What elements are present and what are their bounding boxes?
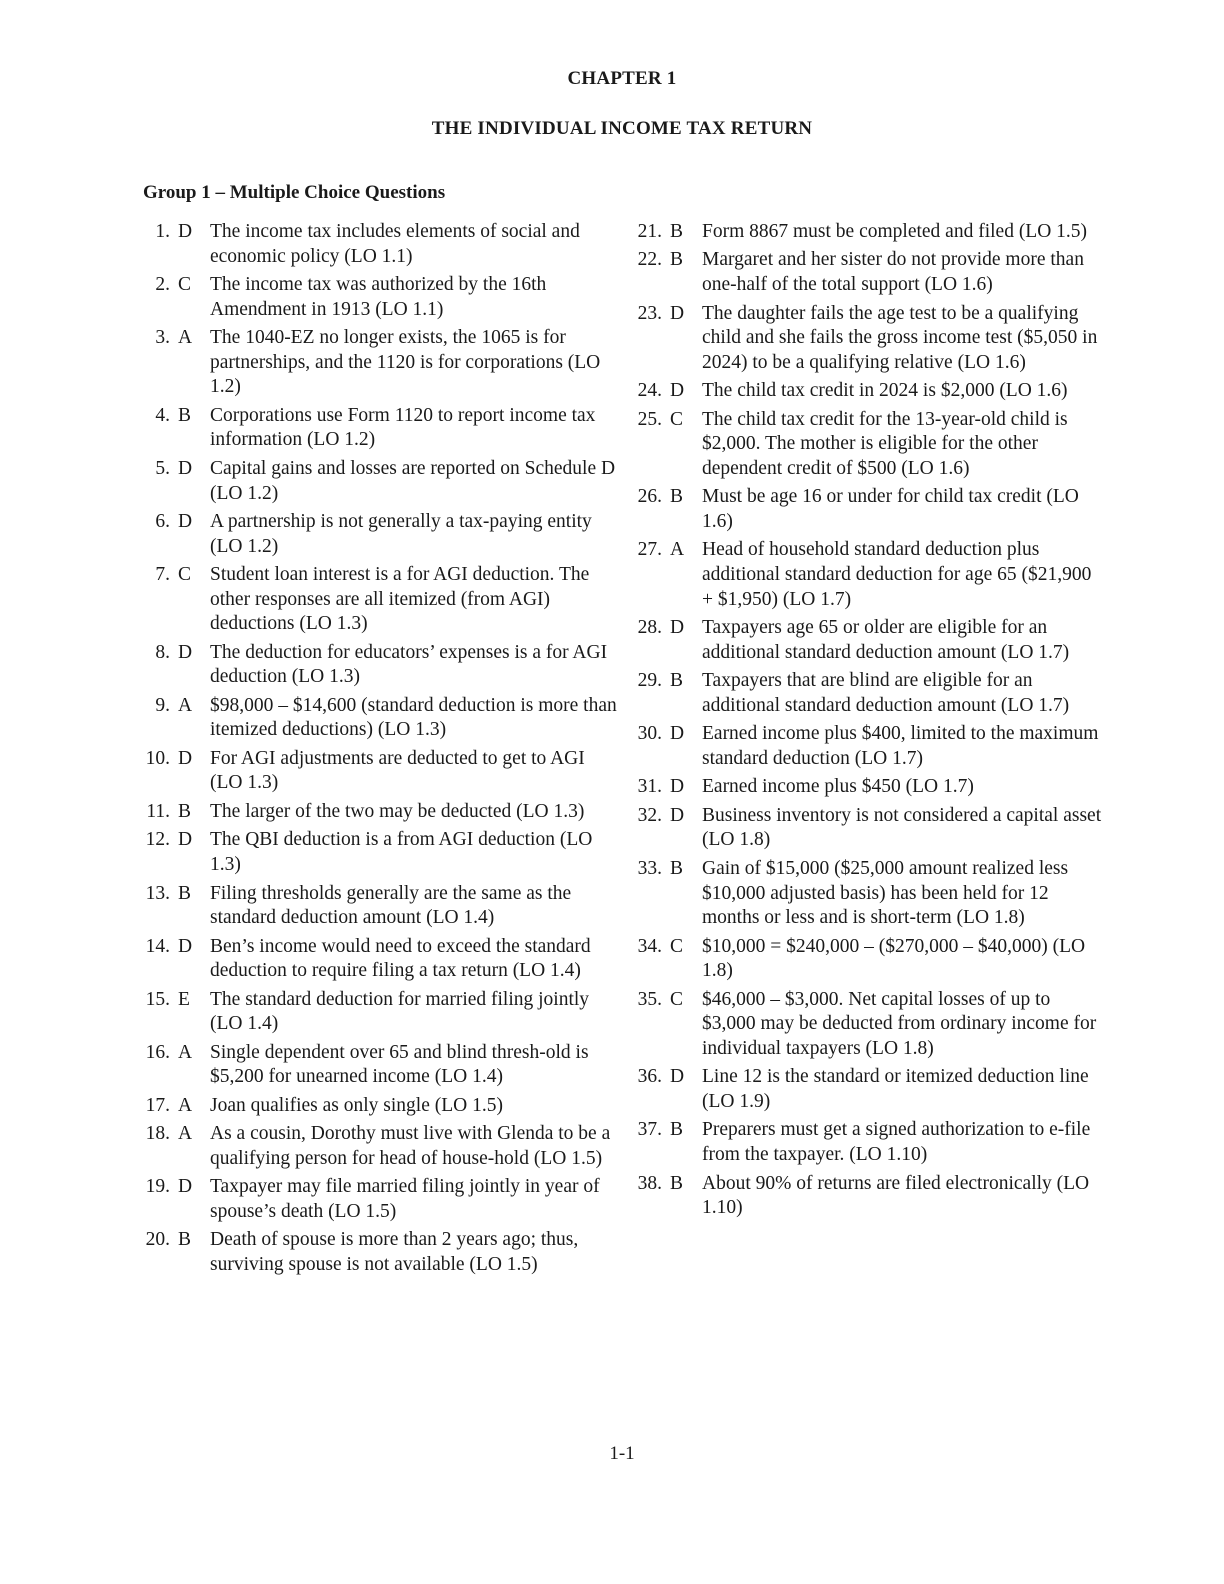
answer-explanation: The income tax was authorized by the 16th Amendment in 1913 (LO 1.1) [210,274,547,320]
section-heading: Group 1 – Multiple Choice Questions [143,182,446,203]
answer-letter: A [178,1123,193,1145]
question-number: 38. [637,1172,662,1194]
question-item [630,616,1105,665]
answer-letter: C [178,564,192,586]
questions-left-column [138,220,618,1282]
answer-explanation: For AGI adjustments are deducted to get to AGI (LO 1.3) [210,747,585,794]
question-number: 24. [637,380,662,402]
question-item [630,220,1105,245]
question-number: 18. [145,1123,170,1145]
question-item [138,220,618,269]
answer-explanation: The child tax credit in 2024 is $2,000 (LO 1.6) [702,380,1068,402]
question-number: 33. [637,857,662,879]
question-item [630,408,1105,482]
question-item [138,273,618,322]
question-number: 9. [155,694,170,716]
answer-explanation: Student loan interest is a for AGI deduction. The other responses are all itemized (from AGI) deductions (LO 1.3) [210,564,590,635]
question-item [630,722,1105,771]
answer-letter: D [670,776,685,798]
answer-explanation: Filing thresholds generally are the same as the standard deduction amount (LO 1.4) [210,882,572,929]
answer-letter: D [178,641,193,663]
answer-letter: D [670,380,685,402]
question-item [138,641,618,690]
answer-letter: D [670,723,685,745]
question-number: 3. [155,327,170,349]
answer-letter: A [178,1094,193,1116]
question-item [138,1041,618,1090]
answer-explanation: The standard deduction for married filing jointly (LO 1.4) [210,988,590,1035]
question-number: 12. [145,829,170,851]
question-item [630,1065,1105,1114]
answer-explanation: The 1040-EZ no longer exists, the 1065 is for partnerships, and the 1120 is for corporations (LO 1.2) [210,327,601,398]
answer-letter: A [178,1041,193,1063]
question-number: 31. [637,776,662,798]
question-item [138,1094,618,1119]
answer-letter: B [178,1229,192,1251]
question-number: 26. [637,486,662,508]
question-item [630,1172,1105,1221]
chapter-label: CHAPTER 1 [567,68,677,89]
question-item [138,510,618,559]
question-item [138,935,618,984]
question-item [138,988,618,1037]
answer-explanation: Taxpayers age 65 or older are eligible for an additional standard deduction amount (LO 1.7) [702,617,1070,663]
answer-letter: C [178,274,192,296]
question-item [630,302,1105,376]
question-number: 35. [637,988,662,1010]
answer-letter: A [670,539,685,561]
question-item [630,857,1105,931]
question-item [630,248,1105,297]
answer-letter: A [178,327,193,349]
question-number: 1. [155,221,170,242]
answer-letter: B [670,1119,684,1141]
answer-explanation: Form 8867 must be completed and filed (LO 1.5) [702,221,1088,242]
answer-explanation: The QBI deduction is a from AGI deduction (LO 1.3) [210,829,593,876]
question-number: 10. [145,747,170,769]
answer-letter: B [670,221,684,242]
question-number: 7. [155,564,170,586]
question-item [138,747,618,796]
answer-letter: D [178,1176,193,1198]
page-number: 1-1 [609,1443,635,1464]
question-item [138,563,618,637]
question-number: 6. [155,510,170,532]
question-number: 19. [145,1176,170,1198]
answer-letter: D [178,221,193,242]
answer-explanation: $98,000 – $14,600 (standard deduction is more than itemized deductions) (LO 1.3) [210,694,617,741]
question-item [630,538,1105,612]
answer-letter: B [178,882,192,904]
question-item [138,694,618,743]
question-number: 14. [145,935,170,957]
question-item [138,457,618,506]
answer-explanation: Earned income plus $450 (LO 1.7) [702,776,974,798]
question-number: 5. [155,457,170,479]
answer-letter: D [178,510,193,532]
answer-explanation: Single dependent over 65 and blind thresh-old is $5,200 for unearned income (LO 1.4) [210,1041,589,1088]
question-number: 37. [637,1119,662,1141]
question-item [138,1122,618,1171]
question-number: 8. [155,641,170,663]
answer-explanation: The daughter fails the age test to be a qualifying child and she fails the gross income test ($5,050 in 2024) to be a qualifying relative (LO 1.6) [702,302,1098,373]
question-number: 28. [637,617,662,639]
answer-letter: D [670,804,685,826]
question-item [138,404,618,453]
answer-letter: D [670,302,685,324]
answer-letter: D [178,935,193,957]
question-number: 27. [637,539,662,561]
answer-letter: E [178,988,190,1010]
answer-letter: B [670,857,684,879]
question-item [138,800,618,825]
question-number: 32. [637,804,662,826]
question-number: 25. [637,408,662,430]
question-item [630,485,1105,534]
answer-letter: A [178,694,193,716]
answer-explanation: Preparers must get a signed authorization to e-file from the taxpayer. (LO 1.10) [702,1119,1091,1166]
answer-letter: D [178,829,193,851]
answer-explanation: The income tax includes elements of social and economic policy (LO 1.1) [210,221,580,267]
question-item [630,935,1105,984]
answer-letter: B [178,800,192,822]
question-number: 20. [145,1229,170,1251]
questions-right-column [630,220,1105,1225]
question-item [630,379,1105,404]
answer-letter: C [670,988,684,1010]
answer-letter: C [670,408,684,430]
answer-explanation: Taxpayer may file married filing jointly in year of spouse’s death (LO 1.5) [210,1176,600,1222]
question-number: 2. [155,274,170,296]
answer-letter: B [178,404,192,426]
answer-explanation: A partnership is not generally a tax-paying entity (LO 1.2) [210,510,592,557]
question-number: 21. [637,221,662,242]
answer-explanation: Gain of $15,000 ($25,000 amount realized less $10,000 adjusted basis) has been held for 12 months or less and is short-term (LO 1.8) [702,857,1069,929]
question-item [630,669,1105,718]
answer-explanation: $10,000 = $240,000 – ($270,000 – $40,000) (LO 1.8) [702,935,1086,982]
question-number: 15. [145,988,170,1010]
question-number: 22. [637,249,662,271]
answer-explanation: Margaret and her sister do not provide more than one-half of the total support (LO 1.6) [702,249,1084,296]
question-item [138,882,618,931]
answer-explanation: The deduction for educators’ expenses is a for AGI deduction (LO 1.3) [210,641,608,688]
answer-explanation: Earned income plus $400, limited to the maximum standard deduction (LO 1.7) [702,723,1099,769]
question-number: 16. [145,1041,170,1063]
question-number: 23. [637,302,662,324]
question-number: 11. [146,800,170,822]
answer-explanation: $46,000 – $3,000. Net capital losses of up to $3,000 may be deducted from ordinary income for individual taxpayers (LO 1.8) [702,988,1097,1059]
answer-explanation: As a cousin, Dorothy must live with Glenda to be a qualifying person for head of house-hold (LO 1.5) [210,1123,611,1169]
question-item [138,828,618,877]
answer-explanation: Death of spouse is more than 2 years ago; thus, surviving spouse is not available (LO 1.5) [210,1229,579,1276]
question-item [630,1118,1105,1167]
answer-letter: B [670,670,684,692]
answer-explanation: Line 12 is the standard or itemized deduction line (LO 1.9) [702,1066,1089,1112]
question-number: 4. [155,404,170,426]
answer-letter: D [670,617,685,639]
question-number: 30. [637,723,662,745]
chapter-title: THE INDIVIDUAL INCOME TAX RETURN [431,118,813,139]
answer-explanation: Must be age 16 or under for child tax credit (LO 1.6) [702,486,1079,532]
answer-explanation: The larger of the two may be deducted (LO 1.3) [210,800,585,822]
question-number: 36. [637,1066,662,1088]
answer-letter: D [670,1066,685,1088]
question-item [630,804,1105,853]
question-item [630,988,1105,1062]
question-number: 13. [145,882,170,904]
answer-letter: D [178,457,193,479]
answer-letter: B [670,249,684,271]
question-number: 29. [637,670,662,692]
answer-explanation: Ben’s income would need to exceed the standard deduction to require filing a tax return (LO 1.4) [210,935,591,982]
answer-explanation: Head of household standard deduction plus additional standard deduction for age 65 ($21,900 + $1,950) (LO 1.7) [702,539,1092,610]
answer-explanation: About 90% of returns are filed electronically (LO 1.10) [702,1172,1090,1219]
question-number: 17. [145,1094,170,1116]
answer-letter: B [670,486,684,508]
answer-explanation: Taxpayers that are blind are eligible for an additional standard deduction amount (LO 1.7) [702,670,1070,716]
answer-explanation: Joan qualifies as only single (LO 1.5) [210,1094,503,1116]
answer-explanation: Business inventory is not considered a capital asset (LO 1.8) [702,804,1102,851]
question-item [138,326,618,400]
question-item [138,1175,618,1224]
question-item [630,775,1105,800]
answer-letter: B [670,1172,684,1194]
answer-explanation: Capital gains and losses are reported on Schedule D (LO 1.2) [210,457,616,504]
answer-letter: C [670,935,684,957]
question-item [138,1228,618,1277]
answer-explanation: The child tax credit for the 13-year-old child is $2,000. The mother is eligible for the other dependent credit of $500 (LO 1.6) [702,408,1068,479]
question-number: 34. [637,935,662,957]
answer-explanation: Corporations use Form 1120 to report income tax information (LO 1.2) [210,404,596,451]
answer-letter: D [178,747,193,769]
